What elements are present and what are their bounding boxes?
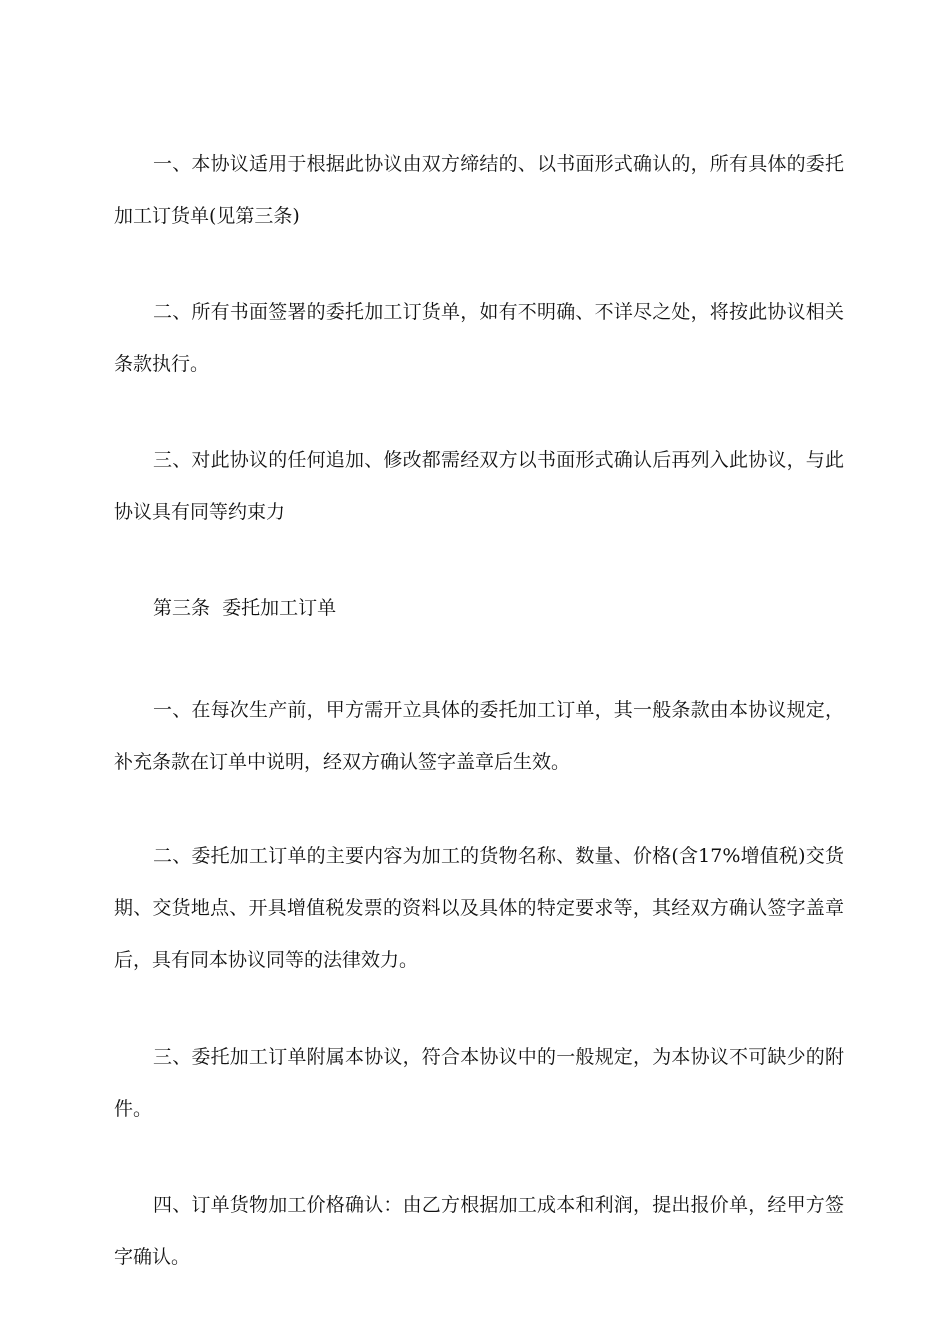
clause-paragraph-1: 一、本协议适用于根据此协议由双方缔结的、以书面形式确认的，所有具体的委托加工订货单(见第三条) bbox=[114, 153, 844, 227]
order-paragraph-1: 一、在每次生产前，甲方需开立具体的委托加工订单，其一般条款由本协议规定，补充条款在订单中说明，经双方确认签字盖章后生效。 bbox=[114, 699, 844, 773]
clause-paragraph-2: 二、所有书面签署的委托加工订货单，如有不明确、不详尽之处，将按此协议相关条款执行。 bbox=[114, 301, 844, 375]
order-paragraph-4: 四、订单货物加工价格确认：由乙方根据加工成本和利润，提出报价单，经甲方签字确认。 bbox=[114, 1194, 844, 1268]
section-heading: 第三条 委托加工订单 bbox=[153, 597, 337, 619]
order-paragraph-3: 三、委托加工订单附属本协议，符合本协议中的一般规定，为本协议不可缺少的附件。 bbox=[114, 1046, 844, 1120]
order-paragraph-2: 二、委托加工订单的主要内容为加工的货物名称、数量、价格(含17%增值税)交货期、交货地点、开具增值税发票的资料以及具体的特定要求等，其经双方确认签字盖章后，具有同本协议同等的法律效力。 bbox=[114, 845, 844, 971]
clause-paragraph-3: 三、对此协议的任何追加、修改都需经双方以书面形式确认后再列入此协议，与此协议具有同等约束力 bbox=[114, 449, 844, 523]
